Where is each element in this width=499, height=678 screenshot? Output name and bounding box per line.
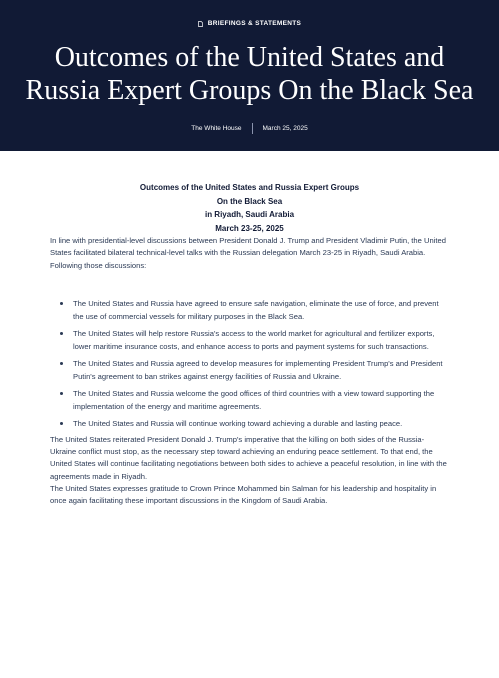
intro-paragraph: In line with presidential-level discussions between President Donald J. Trump and President Vladimir Putin, the United States facilitated bilateral technical-level talks with the Russian delegation March 23-25 in Riyadh, Saudi Arabia. Following those discussions: [50,236,446,270]
heading-line: On the Black Sea [216,196,283,206]
list-item-text: The United States and Russia welcome the good offices of third countries with a view toward supporting the implementation of the energy and maritime agreements. [73,388,435,411]
heading-line: Outcomes of the United States and Russia Expert Groups [139,183,360,192]
publish-date: March 25, 2025 [262,125,308,132]
list-item [50,387,449,413]
bullet-icon [60,302,63,305]
list-item-text: The United States and Russia will continue working toward achieving a durable and lasting peace. [73,418,403,428]
list-item [50,417,449,430]
outcomes-list [50,297,449,430]
page-title: Outcomes of the United States and Russia Expert Groups On the Black Sea [25,42,474,106]
heading-line: in Riyadh, Saudi Arabia [204,210,295,219]
list-item-text: The United States will help restore Russia's access to the world market for agricultural and fertilizer exports, lower maritime insurance costs, and enhance access to ports and payment systems for such transactions. [73,328,435,351]
heading-line: March 23-25, 2025 [215,223,284,233]
body-paragraph: The United States expresses gratitude to Crown Prince Mohammed bin Salman for his leadership and hospitality in once again facilitating these important discussions in the Kingdom of Saudi Arabia. [50,484,437,506]
body-paragraph: The United States reiterated President Donald J. Trump's imperative that the killing on both sides of the Russia-Ukraine conflict must stop, as the necessary step toward achieving an enduring peace settlement. To that end, the United States will continue facilitating negotiations between both sides to achieve a peaceful resolution, in line with the agreements made in Riyadh. [50,434,447,481]
list-item-text: The United States and Russia agreed to develop measures for implementing President Trump's and President Putin's agreement to ban strikes against energy facilities of Russia and Ukraine. [73,358,443,381]
category-link[interactable] [0,20,499,27]
meta-divider [252,123,253,134]
list-item [50,327,449,353]
bullet-icon [60,362,63,365]
article-meta [0,123,499,134]
document-heading [50,181,449,235]
list-item-text: The United States and Russia have agreed to ensure safe navigation, eliminate the use of force, and prevent the use of commercial vessels for military purposes in the Black Sea. [73,298,439,321]
bullet-icon [60,392,63,395]
bullet-icon [60,422,63,425]
source-label: The White House [191,125,242,132]
article-body [0,181,499,508]
bullet-icon [60,332,63,335]
category-label: BRIEFINGS & STATEMENTS [207,20,302,27]
list-item [50,297,449,323]
list-item [50,357,449,383]
document-icon [198,21,203,27]
page-header [0,0,499,151]
